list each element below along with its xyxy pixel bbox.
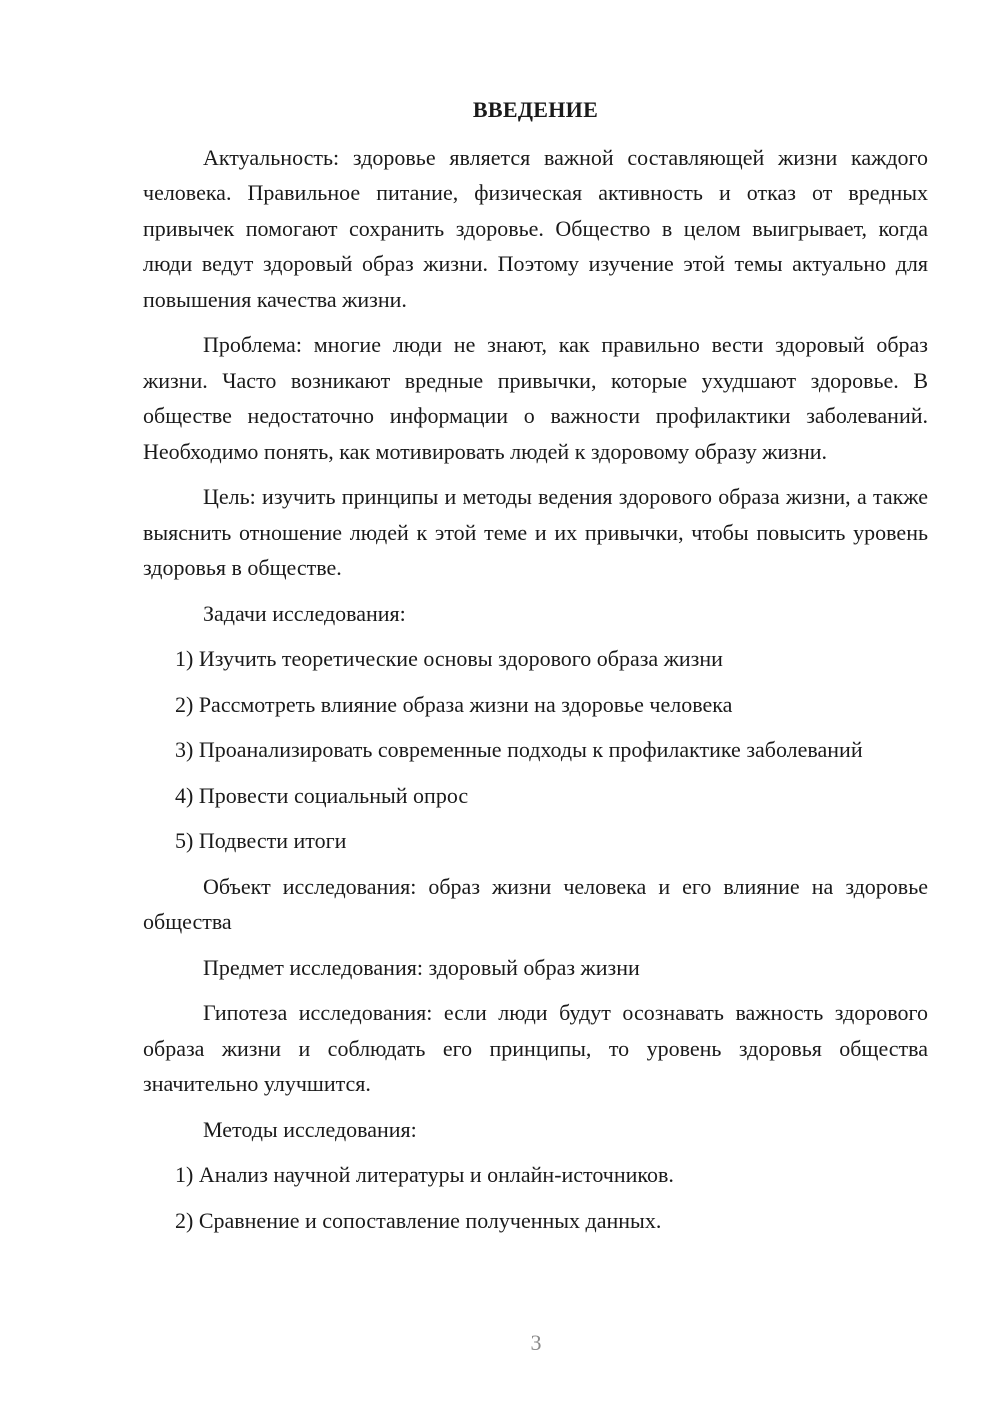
task-item: 2) Рассмотреть влияние образа жизни на здоровье человека bbox=[175, 691, 733, 717]
tasks-heading: Задачи исследования: bbox=[203, 600, 406, 626]
problem-paragraph: Проблема: многие люди не знают, как правильно вести здоровый образ жизни. Часто возникают вредные привычки, которые ухудшают здоровье. В обществе недостаточно информации о важности профилактики заболеваний. Необходимо понять, как мотивировать людей к здоровому образу жизни. bbox=[143, 332, 928, 464]
object-paragraph: Объект исследования: образ жизни человека и его влияние на здоровье общества bbox=[143, 873, 928, 934]
section-title: ВВЕДЕНИЕ bbox=[472, 97, 599, 122]
task-item: 5) Подвести итоги bbox=[175, 828, 347, 853]
document-page bbox=[143, 92, 928, 1248]
task-item: 1) Изучить теоретические основы здорового образа жизни bbox=[175, 646, 723, 671]
goal-paragraph: Цель: изучить принципы и методы ведения здорового образа жизни, а также выяснить отношение людей к этой теме и их привычки, чтобы повысить уровень здоровья в обществе. bbox=[143, 484, 928, 580]
task-item: 4) Провести социальный опрос bbox=[175, 782, 469, 808]
page-number: 3 bbox=[530, 1330, 542, 1355]
task-item: 3) Проанализировать современные подходы к профилактике заболеваний bbox=[175, 737, 863, 762]
methods-heading: Методы исследования: bbox=[203, 1116, 417, 1142]
subject-paragraph: Предмет исследования: здоровый образ жизни bbox=[203, 954, 640, 980]
method-item: 1) Анализ научной литературы и онлайн-источников. bbox=[175, 1162, 674, 1187]
method-item: 2) Сравнение и сопоставление полученных данных. bbox=[175, 1207, 662, 1233]
relevance-paragraph: Актуальность: здоровье является важной составляющей жизни каждого человека. Правильное питание, физическая активность и отказ от вредных привычек помогают сохранить здоровье. Общество в целом выигрывает, когда люди ведут здоровый образ жизни. Поэтому изучение этой темы актуально для повышения качества жизни. bbox=[143, 144, 928, 312]
hypothesis-paragraph: Гипотеза исследования: если люди будут осознавать важность здорового образа жизни и соблюдать его принципы, то уровень здоровья общества значительно улучшится. bbox=[143, 1000, 928, 1096]
